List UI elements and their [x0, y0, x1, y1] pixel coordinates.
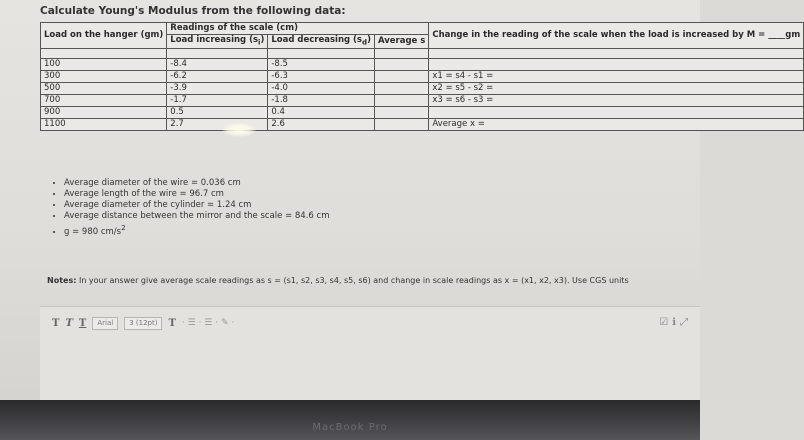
table-row	[41, 58, 804, 70]
increasing-cell: 2.7	[167, 118, 268, 130]
average-input[interactable]	[374, 82, 428, 94]
load-cell: 700	[41, 94, 167, 106]
table-row	[41, 94, 804, 106]
list-item: • Average diameter of the wire = 0.036 cm	[64, 178, 329, 189]
question-title: Calculate Young's Modulus from the following data:	[40, 5, 346, 17]
increasing-cell: -3.9	[167, 82, 268, 94]
bold-button[interactable]: T	[52, 317, 60, 329]
font-size-select[interactable]: 3 (12pt)	[124, 317, 162, 330]
underline-button[interactable]: T	[78, 317, 87, 329]
load-cell: 900	[41, 106, 167, 118]
average-header: Average s	[374, 35, 428, 49]
expand-icon[interactable]: ⤢	[680, 317, 688, 328]
given-data-list	[52, 178, 329, 238]
load-cell: 500	[41, 82, 167, 94]
editor-toolbar	[52, 317, 234, 329]
load-cell: 300	[41, 70, 167, 82]
decreasing-cell: -1.8	[268, 94, 375, 106]
notes	[47, 276, 629, 285]
average-input[interactable]	[374, 118, 428, 130]
increasing-cell: -6.2	[167, 70, 268, 82]
notes-text: In your answer give average scale readings as s = (s1, s2, s3, s4, s5, s6) and change in scale readings as x = (x1, x2, x3). Use CGS units	[78, 276, 629, 285]
average-input[interactable]	[374, 94, 428, 106]
brand-label: MacBook Pro	[312, 422, 388, 433]
spellcheck-icon[interactable]: ☑	[659, 317, 669, 328]
change-cell[interactable]: x1 = s4 - s1 =	[429, 70, 804, 82]
info-icon[interactable]: ℹ	[672, 317, 676, 328]
load-decreasing-header: Load decreasing $(s_d)$	[268, 35, 375, 49]
change-cell[interactable]: x3 = s6 - s3 =	[429, 94, 804, 106]
load-header: Load on the hanger (gm)	[41, 23, 167, 49]
load-cell: 100	[41, 58, 167, 70]
increasing-cell: -8.4	[167, 58, 268, 70]
load-cell: 1100	[41, 118, 167, 130]
increasing-cell: -1.7	[167, 94, 268, 106]
change-cell[interactable]	[429, 106, 804, 118]
list-item: • Average diameter of the cylinder = 1.24 cm	[64, 200, 329, 211]
laptop-bezel	[0, 400, 700, 440]
list-item: • Average distance between the mirror and the scale = 84.6 cm	[64, 211, 329, 222]
list-format-buttons[interactable]: · ☰ · ☰ · ✎ ·	[181, 318, 235, 328]
answer-editor[interactable]	[40, 306, 700, 403]
italic-button[interactable]: T	[65, 317, 73, 329]
data-table	[40, 22, 804, 131]
average-input[interactable]	[374, 106, 428, 118]
decreasing-cell: -6.3	[268, 70, 375, 82]
decreasing-cell: -8.5	[268, 58, 375, 70]
table-row	[41, 106, 804, 118]
decreasing-cell: 2.6	[268, 118, 375, 130]
average-input[interactable]	[374, 70, 428, 82]
decreasing-cell: -4.0	[268, 82, 375, 94]
decreasing-cell: 0.4	[268, 106, 375, 118]
load-increasing-header: Load increasing $(s_i)$	[167, 35, 268, 49]
readings-header: Readings of the scale (cm)	[167, 23, 429, 35]
text-color-button[interactable]: T	[168, 317, 176, 329]
font-family-select[interactable]: Arial	[92, 317, 118, 330]
average-input[interactable]	[374, 58, 428, 70]
change-cell[interactable]: x2 = s5 - s2 =	[429, 82, 804, 94]
increasing-cell: 0.5	[167, 106, 268, 118]
editor-tools-right	[659, 317, 688, 328]
list-item: • Average length of the wire = 96.7 cm	[64, 189, 329, 200]
notes-label: Notes:	[47, 276, 77, 285]
change-header: Change in the reading of the scale when the load is increased by M = ____gm	[429, 23, 804, 49]
table-row	[41, 70, 804, 82]
table-row	[41, 82, 804, 94]
table-row	[41, 118, 804, 130]
change-cell[interactable]: Average x =	[429, 118, 804, 130]
change-cell[interactable]	[429, 58, 804, 70]
list-item: • g = 980 $cm/s^2$	[64, 222, 329, 238]
